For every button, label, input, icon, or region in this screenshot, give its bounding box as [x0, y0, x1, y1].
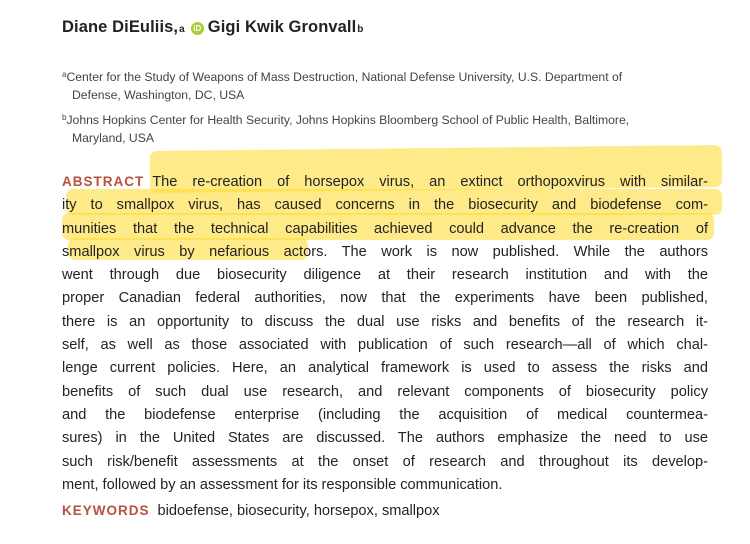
abstract-line: ity to smallpox virus, has caused concerns in the biosecurity and biodefense com- [62, 197, 708, 214]
abstract-line: there is an opportunity to discuss the dual use risks and benefits of the research it- [62, 313, 708, 330]
abstract-line: ment, followed by an assessment for its responsible communication. [62, 476, 503, 493]
abstract-line: benefits of such dual use research, and relevant components of biosecurity policy [62, 383, 708, 400]
abstract-line: such risk/benefit assessments at the onset of research and throughout its develop- [62, 453, 708, 470]
affiliation-text: Defense, Washington, DC, USA [72, 88, 245, 102]
keywords [62, 503, 440, 519]
abstract-line: smallpox virus by nefarious actors. The work is now published. While the authors [62, 243, 708, 260]
abstract-line: and the biodefense enterprise (including the acquisition of medical countermea- [62, 406, 708, 423]
abstract-line: went through due biosecurity diligence at their research institution and with the [62, 267, 708, 284]
abstract-line: self, as well as those associated with publication of such research—all of which chal- [62, 337, 708, 354]
affiliation-text: Maryland, USA [72, 131, 154, 145]
abstract-text: The re-creation of horsepox virus, an extinct orthopoxvirus with similar- [152, 174, 708, 190]
orcid-icon[interactable]: iD [191, 22, 204, 35]
abstract-line: sures) in the United States are discussed. The authors emphasize the need to use [62, 430, 708, 447]
abstract-line: lenge current policies. Here, an analytical framework is used to assess the risks and [62, 360, 708, 377]
affiliation [62, 66, 702, 104]
affiliation-text: Center for the Study of Weapons of Mass Destruction, National Defense University, U.S. Department of [66, 70, 623, 84]
abstract-line [62, 170, 708, 194]
abstract-line: munities that the technical capabilities achieved could advance the re-creation of [62, 220, 708, 237]
author-line [62, 18, 364, 37]
author-name: Gigi Kwik Gronvall [207, 18, 357, 36]
affiliation-marker: b [357, 24, 364, 35]
abstract-line: proper Canadian federal authorities, now that the experiments have been published, [62, 290, 708, 307]
author-name: Diane DiEuliis, [62, 18, 179, 36]
abstract [62, 170, 708, 497]
keywords-text: bidoefense, biosecurity, horsepox, smallpox [157, 503, 440, 519]
affiliation-marker: a [62, 70, 67, 79]
affiliation-text: Johns Hopkins Center for Health Security, Johns Hopkins Bloomberg School of Public Health, Baltimore, [66, 113, 630, 127]
affiliation-marker: a [179, 24, 185, 35]
affiliation-marker: b [62, 113, 67, 122]
affiliation [62, 109, 702, 147]
keywords-label: KEYWORDS [62, 503, 150, 518]
abstract-label: ABSTRACT [62, 174, 145, 189]
